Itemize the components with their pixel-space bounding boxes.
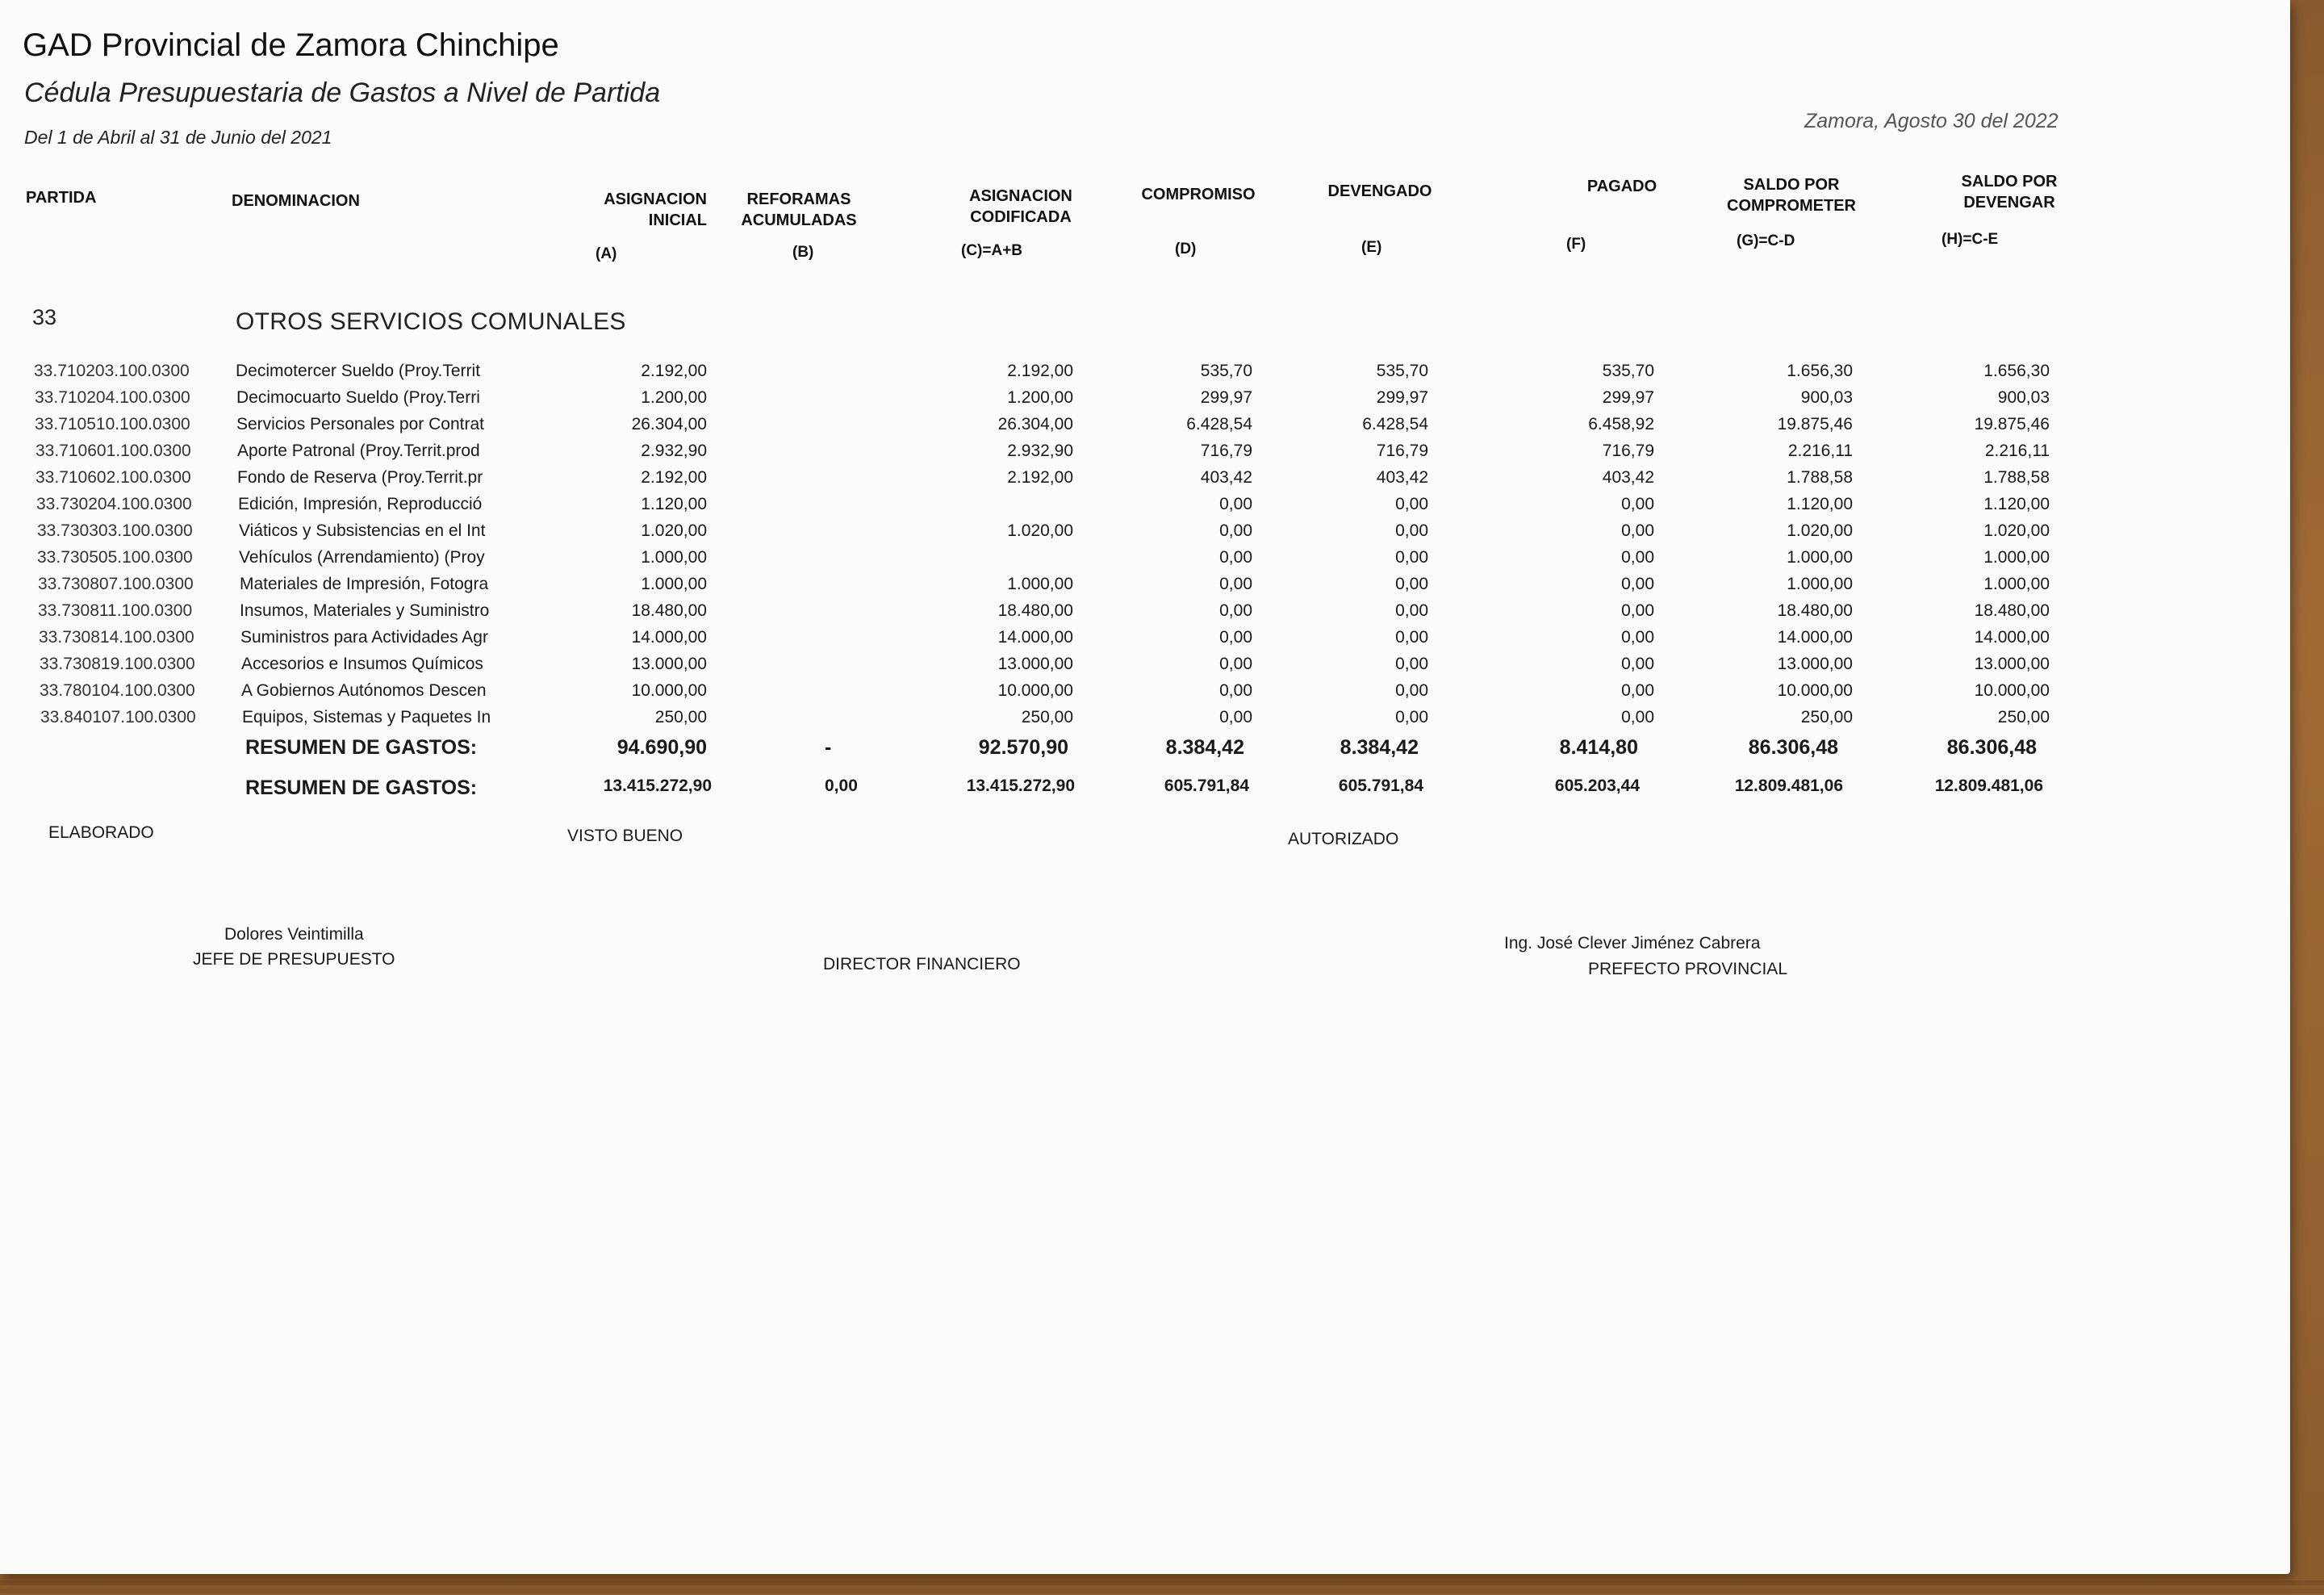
- cell-e: 0,00: [1395, 548, 1428, 567]
- cell-d: 0,00: [1219, 601, 1252, 620]
- cell-c: 10.000,00: [997, 681, 1073, 700]
- cell-c: 1.020,00: [1007, 521, 1073, 540]
- cell-a: 13.000,00: [631, 655, 707, 673]
- table-row: [0, 521, 2290, 548]
- cell-a: 1.000,00: [641, 575, 707, 593]
- col-header-saldo-devengar: SALDO POR DEVENGAR: [1961, 173, 2058, 211]
- cell-denominacion: Servicios Personales por Contrat: [236, 415, 484, 433]
- cell-g: 1.000,00: [1787, 575, 1853, 593]
- cell-h: 1.000,00: [1983, 575, 2050, 593]
- cell-h: 250,00: [1997, 708, 2050, 726]
- cell-g: 900,03: [1800, 388, 1853, 407]
- cell-f: 0,00: [1621, 655, 1654, 673]
- cell-a: 10.000,00: [631, 681, 707, 700]
- cell-f: 0,00: [1621, 681, 1654, 700]
- cell-h: 1.656,30: [1983, 362, 2050, 380]
- col-header-compromiso: COMPROMISO: [1141, 186, 1256, 203]
- cell-h: 10.000,00: [1974, 681, 2050, 700]
- summary-d: 8.384,42: [1165, 736, 1244, 759]
- elaborado-name: Dolores Veintimilla: [224, 925, 364, 944]
- cell-c: 1.200,00: [1007, 388, 1073, 407]
- summary-a: 94.690,90: [617, 736, 707, 759]
- cell-a: 26.304,00: [631, 415, 707, 433]
- total-g: 12.809.481,06: [1734, 777, 1843, 795]
- cell-e: 0,00: [1395, 655, 1428, 673]
- cell-partida: 33.710204.100.0300: [35, 388, 190, 407]
- table-row: [0, 628, 2290, 655]
- cell-h: 1.120,00: [1983, 495, 2050, 513]
- table-row: [0, 708, 2290, 735]
- cell-a: 1.200,00: [641, 388, 707, 407]
- cell-denominacion: Edición, Impresión, Reproducció: [238, 495, 483, 513]
- summary-section-row: [0, 736, 2290, 763]
- cell-a: 2.192,00: [641, 468, 707, 487]
- cell-a: 18.480,00: [631, 601, 707, 620]
- cell-c: 1.000,00: [1007, 575, 1073, 593]
- cell-e: 535,70: [1376, 362, 1428, 380]
- cell-d: 0,00: [1219, 575, 1252, 593]
- table-row: [0, 442, 2290, 468]
- summary-h: 86.306,48: [1946, 736, 2037, 759]
- elaborado-role: JEFE DE PRESUPUESTO: [193, 950, 395, 969]
- cell-partida: 33.730814.100.0300: [39, 628, 194, 647]
- cell-g: 1.120,00: [1787, 495, 1853, 513]
- col-header-saldo-comprometer: SALDO POR COMPROMETER: [1727, 176, 1856, 215]
- cell-denominacion: Suministros para Actividades Agr: [240, 628, 488, 647]
- cell-denominacion: Equipos, Sistemas y Paquetes In: [242, 708, 491, 726]
- cell-partida: 33.730204.100.0300: [36, 495, 192, 513]
- total-e: 605.791,84: [1338, 777, 1423, 795]
- cell-partida: 33.710203.100.0300: [34, 362, 190, 380]
- cell-denominacion: Accesorios e Insumos Químicos: [241, 655, 483, 673]
- cell-partida: 33.840107.100.0300: [40, 708, 196, 726]
- summary-b: -: [825, 736, 832, 759]
- cell-g: 1.656,30: [1787, 362, 1853, 380]
- cell-g: 1.020,00: [1787, 521, 1853, 540]
- cell-partida: 33.730505.100.0300: [37, 548, 193, 567]
- cell-d: 716,79: [1200, 442, 1252, 460]
- table-row: [0, 415, 2290, 442]
- cell-d: 0,00: [1219, 495, 1252, 513]
- cell-f: 0,00: [1621, 708, 1654, 726]
- cell-d: 0,00: [1219, 548, 1252, 567]
- cell-partida: 33.710601.100.0300: [36, 442, 191, 460]
- cell-d: 0,00: [1219, 708, 1252, 726]
- cell-f: 403,42: [1602, 468, 1654, 487]
- section-code: 33: [32, 305, 57, 329]
- col-code-b: (B): [792, 244, 814, 261]
- total-f: 605.203,44: [1554, 777, 1640, 795]
- col-header-denominacion: DENOMINACION: [232, 192, 360, 210]
- cell-f: 0,00: [1621, 628, 1654, 647]
- total-label: RESUMEN DE GASTOS:: [245, 777, 478, 799]
- col-code-d: (D): [1175, 241, 1197, 257]
- cell-e: 0,00: [1395, 681, 1428, 700]
- cell-denominacion: Vehículos (Arrendamiento) (Proy: [239, 548, 485, 567]
- cell-a: 250,00: [654, 708, 707, 726]
- summary-c: 92.570,90: [978, 736, 1068, 759]
- place-date: Zamora, Agosto 30 del 2022: [1804, 110, 2059, 132]
- cell-denominacion: Materiales de Impresión, Fotogra: [240, 575, 489, 593]
- summary-g: 86.306,48: [1748, 736, 1838, 759]
- cell-e: 716,79: [1376, 442, 1428, 460]
- cell-g: 1.000,00: [1787, 548, 1853, 567]
- cell-f: 299,97: [1602, 388, 1654, 407]
- cell-d: 0,00: [1219, 521, 1252, 540]
- cell-e: 0,00: [1395, 521, 1428, 540]
- cell-h: 1.020,00: [1983, 521, 2050, 540]
- table-row: [0, 655, 2290, 681]
- autorizado-role: PREFECTO PROVINCIAL: [1588, 960, 1787, 978]
- cell-g: 2.216,11: [1787, 442, 1853, 460]
- cell-a: 2.932,90: [641, 442, 707, 460]
- cell-partida: 33.780104.100.0300: [40, 681, 195, 700]
- col-header-pagado: PAGADO: [1586, 178, 1657, 195]
- cell-e: 0,00: [1395, 575, 1428, 593]
- cell-e: 0,00: [1395, 601, 1428, 620]
- cell-e: 0,00: [1395, 495, 1428, 513]
- cell-d: 0,00: [1219, 655, 1252, 673]
- cell-d: 299,97: [1200, 388, 1252, 407]
- cell-f: 716,79: [1602, 442, 1654, 460]
- table-row: [0, 468, 2290, 495]
- autorizado-label: AUTORIZADO: [1288, 830, 1399, 848]
- cell-a: 1.000,00: [641, 548, 707, 567]
- col-code-e: (E): [1361, 239, 1382, 256]
- total-h: 12.809.481,06: [1934, 777, 2043, 795]
- cell-h: 13.000,00: [1974, 655, 2050, 673]
- cell-f: 0,00: [1621, 575, 1654, 593]
- cell-h: 2.216,11: [1984, 442, 2050, 460]
- cell-g: 1.788,58: [1787, 468, 1853, 487]
- col-code-g: (G)=C-D: [1737, 232, 1795, 249]
- cell-denominacion: Decimotercer Sueldo (Proy.Territ: [236, 362, 481, 380]
- cell-g: 13.000,00: [1777, 655, 1853, 673]
- cell-g: 250,00: [1800, 708, 1853, 726]
- cell-f: 0,00: [1621, 548, 1654, 567]
- cell-g: 19.875,46: [1777, 415, 1853, 433]
- col-header-reformas: REFORAMAS ACUMULADAS: [741, 190, 857, 229]
- total-b: 0,00: [825, 777, 858, 795]
- summary-f: 8.414,80: [1559, 736, 1638, 759]
- table-row: [0, 495, 2290, 521]
- cell-denominacion: A Gobiernos Autónomos Descen: [241, 681, 487, 700]
- cell-e: 299,97: [1376, 388, 1428, 407]
- col-header-partida: PARTIDA: [26, 189, 97, 207]
- table-row: [0, 548, 2290, 575]
- cell-c: 13.000,00: [997, 655, 1073, 673]
- cell-f: 0,00: [1621, 495, 1654, 513]
- table-row: [0, 388, 2290, 415]
- cell-c: 250,00: [1021, 708, 1073, 726]
- cell-a: 1.020,00: [641, 521, 707, 540]
- cell-denominacion: Aporte Patronal (Proy.Territ.prod: [237, 442, 480, 460]
- cell-g: 18.480,00: [1777, 601, 1853, 620]
- cell-e: 0,00: [1395, 628, 1428, 647]
- cell-c: 2.192,00: [1007, 468, 1073, 487]
- col-code-h: (H)=C-E: [1942, 231, 1999, 248]
- col-code-f: (F): [1566, 236, 1586, 253]
- cell-c: 18.480,00: [997, 601, 1073, 620]
- cell-d: 0,00: [1219, 681, 1252, 700]
- cell-c: 26.304,00: [997, 415, 1073, 433]
- cell-partida: 33.730303.100.0300: [37, 521, 193, 540]
- cell-h: 18.480,00: [1974, 601, 2050, 620]
- cell-g: 10.000,00: [1777, 681, 1853, 700]
- autorizado-name: Ing. José Clever Jiménez Cabrera: [1504, 934, 1761, 952]
- total-d: 605.791,84: [1164, 777, 1249, 795]
- cell-c: 2.192,00: [1007, 362, 1073, 380]
- cell-d: 535,70: [1200, 362, 1252, 380]
- cell-h: 1.000,00: [1983, 548, 2050, 567]
- col-header-asignacion-codificada: ASIGNACION CODIFICADA: [969, 187, 1072, 226]
- summary-label: RESUMEN DE GASTOS:: [245, 736, 478, 759]
- cell-f: 0,00: [1621, 601, 1654, 620]
- cell-e: 6.428,54: [1362, 415, 1428, 433]
- cell-d: 403,42: [1200, 468, 1252, 487]
- col-header-devengado: DEVENGADO: [1327, 182, 1432, 200]
- summary-e: 8.384,42: [1340, 736, 1419, 759]
- cell-c: 14.000,00: [997, 628, 1073, 647]
- cell-partida: 33.730819.100.0300: [40, 655, 195, 673]
- table-row: [0, 362, 2290, 388]
- table-row: [0, 681, 2290, 708]
- cell-f: 6.458,92: [1588, 415, 1654, 433]
- cell-denominacion: Decimocuarto Sueldo (Proy.Terri: [236, 388, 480, 407]
- summary-total-row: [0, 777, 2290, 803]
- cell-f: 0,00: [1621, 521, 1654, 540]
- total-c: 13.415.272,90: [966, 777, 1075, 795]
- cell-denominacion: Insumos, Materiales y Suministro: [240, 601, 490, 620]
- cell-h: 19.875,46: [1974, 415, 2050, 433]
- organization-title: GAD Provincial de Zamora Chinchipe: [23, 27, 559, 63]
- cell-e: 0,00: [1395, 708, 1428, 726]
- cell-a: 1.120,00: [641, 495, 707, 513]
- section-name: OTROS SERVICIOS COMUNALES: [236, 308, 626, 335]
- visto-bueno-label: VISTO BUENO: [567, 827, 683, 845]
- cell-partida: 33.730811.100.0300: [38, 601, 193, 620]
- table-row: [0, 601, 2290, 628]
- cell-a: 2.192,00: [641, 362, 707, 380]
- cell-e: 403,42: [1376, 468, 1428, 487]
- cell-h: 900,03: [1997, 388, 2050, 407]
- cell-partida: 33.710602.100.0300: [36, 468, 191, 487]
- cell-partida: 33.710510.100.0300: [35, 415, 190, 433]
- col-code-c: (C)=A+B: [961, 242, 1023, 259]
- cell-f: 535,70: [1602, 362, 1654, 380]
- cell-partida: 33.730807.100.0300: [38, 575, 194, 593]
- document-title: Cédula Presupuestaria de Gastos a Nivel de Partida: [24, 77, 661, 108]
- visto-role: DIRECTOR FINANCIERO: [823, 955, 1021, 973]
- cell-a: 14.000,00: [631, 628, 707, 647]
- col-header-asignacion-inicial: ASIGNACION INICIAL: [604, 190, 707, 229]
- col-code-a: (A): [596, 245, 617, 262]
- cell-d: 6.428,54: [1186, 415, 1252, 433]
- cell-d: 0,00: [1219, 628, 1252, 647]
- elaborado-label: ELABORADO: [48, 823, 154, 842]
- cell-c: 2.932,90: [1007, 442, 1073, 460]
- cell-denominacion: Viáticos y Subsistencias en el Int: [239, 521, 486, 540]
- report-period: Del 1 de Abril al 31 de Junio del 2021: [24, 127, 332, 148]
- table-row: [0, 575, 2290, 601]
- cell-g: 14.000,00: [1777, 628, 1853, 647]
- cell-h: 14.000,00: [1974, 628, 2050, 647]
- cell-h: 1.788,58: [1983, 468, 2050, 487]
- cell-denominacion: Fondo de Reserva (Proy.Territ.pr: [237, 468, 483, 487]
- total-a: 13.415.272,90: [603, 777, 712, 795]
